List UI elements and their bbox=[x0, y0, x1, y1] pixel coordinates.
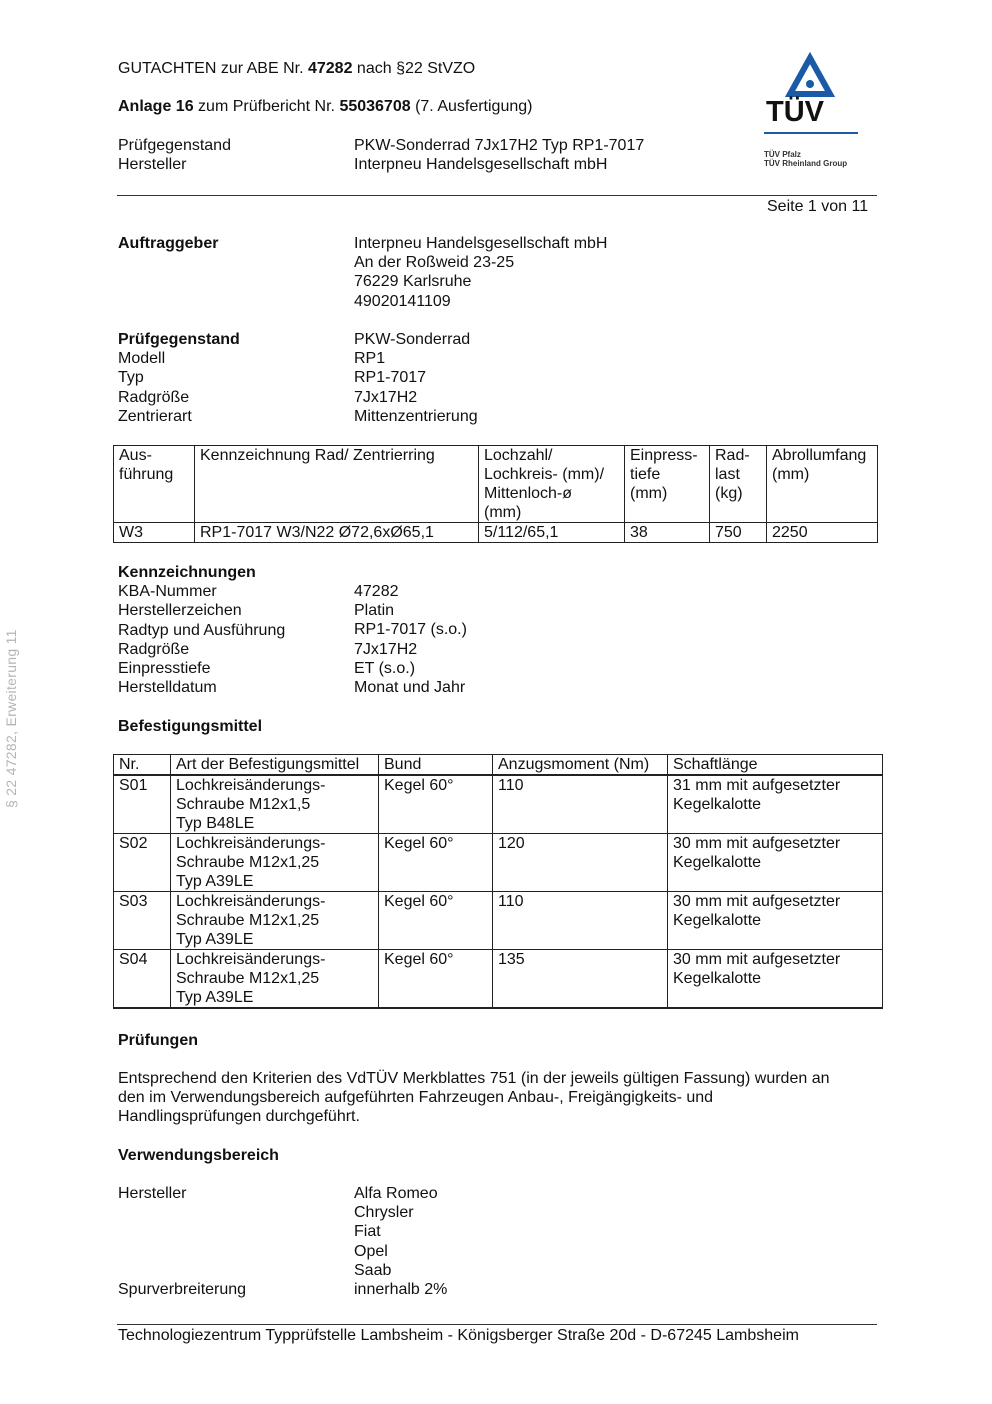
address-line: An der Roßweid 23-25 bbox=[354, 254, 515, 272]
table-row bbox=[114, 775, 883, 834]
pruefungen-text bbox=[118, 1069, 830, 1127]
table-cell: RP1-7017 W3/N22 Ø72,6xØ65,1 bbox=[195, 523, 479, 543]
table-cell: S01 bbox=[114, 775, 171, 834]
table-header-cell: Einpress- tiefe (mm) bbox=[625, 446, 710, 523]
paragraph-line: Entsprechend den Kriterien des VdTÜV Merkblattes 751 (in der jeweils gültigen Fassung) wurden an bbox=[118, 1070, 830, 1087]
marking-value: 47282 bbox=[354, 583, 399, 600]
auftraggeber-heading: Auftraggeber bbox=[118, 235, 219, 252]
table-cell: 38 bbox=[625, 523, 710, 543]
table-cell: 30 mm mit aufgesetzter Kegelkalotte bbox=[668, 834, 883, 892]
table-cell: Lochkreisänderungs- Schraube M12x1,5 Typ B48LE bbox=[171, 775, 379, 834]
marking-label: Herstellerzeichen bbox=[118, 602, 242, 620]
table-cell: 120 bbox=[493, 834, 668, 892]
table-header-cell: Schaftlänge bbox=[668, 755, 883, 776]
table-header-cell: Abrollumfang (mm) bbox=[767, 446, 878, 523]
marking-label: Einpresstiefe bbox=[118, 660, 211, 678]
address-line: 76229 Karlsruhe bbox=[354, 273, 472, 291]
footer-text: Technologiezentrum Typprüfstelle Lambsheim - Königsberger Straße 20d - D-67245 Lambsheim bbox=[118, 1327, 799, 1344]
table-row bbox=[114, 950, 883, 1009]
tuv-logo-sub1: TÜV Pfalz bbox=[764, 150, 801, 159]
marking-label: Radgröße bbox=[118, 640, 190, 658]
footer-divider bbox=[117, 1324, 877, 1325]
table-cell: Kegel 60° bbox=[379, 950, 493, 1009]
paragraph-line: Handlingsprüfungen durchgeführt. bbox=[118, 1108, 360, 1126]
table-row bbox=[114, 523, 878, 543]
table-cell: Lochkreisänderungs- Schraube M12x1,25 Typ A39LE bbox=[171, 950, 379, 1009]
spec-value: RP1 bbox=[354, 350, 386, 368]
kennzeichnungen-labels bbox=[118, 563, 285, 697]
auftraggeber-address bbox=[354, 234, 607, 311]
wheel-table bbox=[113, 445, 878, 543]
table-header-row bbox=[114, 755, 883, 776]
header-value-pruefgegenstand: PKW-Sonderrad 7Jx17H2 Typ RP1-7017 bbox=[354, 137, 645, 154]
paragraph-line: den im Verwendungsbereich aufgeführten Fahrzeugen Anbau-, Freigängigkeits- und bbox=[118, 1089, 714, 1107]
spec-value: RP1-7017 bbox=[354, 369, 427, 387]
spec-value: 7Jx17H2 bbox=[354, 388, 418, 406]
pruefgegenstand-values bbox=[354, 330, 478, 426]
table-header-cell: Rad- last (kg) bbox=[710, 446, 767, 523]
verwendungsbereich-heading: Verwendungsbereich bbox=[118, 1147, 279, 1164]
table-row bbox=[114, 892, 883, 950]
marking-label: KBA-Nummer bbox=[118, 583, 217, 601]
table-cell: 110 bbox=[493, 775, 668, 834]
marking-value: Platin bbox=[354, 602, 395, 620]
spec-value: Mittenzentrierung bbox=[354, 407, 478, 425]
table-header-cell: Bund bbox=[379, 755, 493, 776]
spec-label: Zentrierart bbox=[118, 407, 192, 425]
table-cell: Lochkreisänderungs- Schraube M12x1,25 Typ A39LE bbox=[171, 892, 379, 950]
header-value-hersteller: Interpneu Handelsgesellschaft mbH bbox=[354, 156, 608, 173]
table-header-cell: Anzugsmoment (Nm) bbox=[493, 755, 668, 776]
spec-label: Modell bbox=[118, 350, 166, 368]
pruefungen-heading: Prüfungen bbox=[118, 1032, 198, 1049]
tuv-logo-sub2: TÜV Rheinland Group bbox=[764, 159, 848, 168]
hersteller-list bbox=[354, 1184, 438, 1280]
table-header-cell: Lochzahl/ Lochkreis- (mm)/ Mittenloch-ø (mm) bbox=[479, 446, 625, 523]
table-cell: Kegel 60° bbox=[379, 892, 493, 950]
table-cell: 750 bbox=[710, 523, 767, 543]
pruefgegenstand-heading-value: PKW-Sonderrad bbox=[354, 331, 471, 348]
table-header-cell: Art der Befestigungsmittel bbox=[171, 755, 379, 776]
spec-label: Radgröße bbox=[118, 388, 190, 406]
befestigung-heading: Befestigungsmittel bbox=[118, 718, 263, 735]
pruefgegenstand-heading: Prüfgegenstand bbox=[118, 331, 240, 348]
table-header-row bbox=[114, 446, 878, 523]
marking-value: ET (s.o.) bbox=[354, 659, 416, 677]
table-cell: W3 bbox=[114, 523, 195, 543]
fastener-table bbox=[113, 754, 883, 1009]
tuv-logo bbox=[760, 52, 880, 172]
marking-label: Herstelldatum bbox=[118, 679, 217, 697]
report-title: GUTACHTEN zur ABE Nr. 47282 nach §22 StVZO bbox=[118, 60, 476, 77]
spec-label: Typ bbox=[118, 369, 144, 387]
hersteller-label: Hersteller bbox=[118, 1185, 187, 1202]
table-cell: Kegel 60° bbox=[379, 834, 493, 892]
marking-label: Radtyp und Ausführung bbox=[118, 621, 286, 639]
table-cell: S02 bbox=[114, 834, 171, 892]
pruefgegenstand-labels bbox=[118, 330, 240, 426]
list-item: Alfa Romeo bbox=[354, 1185, 438, 1202]
kennzeichnungen-heading: Kennzeichnungen bbox=[118, 564, 256, 581]
kennzeichnungen-values bbox=[354, 582, 467, 697]
table-cell: 5/112/65,1 bbox=[479, 523, 625, 543]
table-cell: Lochkreisänderungs- Schraube M12x1,25 Typ A39LE bbox=[171, 834, 379, 892]
table-header-cell: Kennzeichnung Rad/ Zentrierring bbox=[195, 446, 479, 523]
tuv-logo-text: TÜV bbox=[766, 96, 824, 128]
marking-value: Monat und Jahr bbox=[354, 679, 466, 697]
report-subtitle: Anlage 16 zum Prüfbericht Nr. 55036708 (7. Ausfertigung) bbox=[118, 98, 533, 115]
table-cell: S04 bbox=[114, 950, 171, 1009]
spur-value: innerhalb 2% bbox=[354, 1281, 448, 1298]
list-item: Fiat bbox=[354, 1223, 381, 1241]
marking-value: 7Jx17H2 bbox=[354, 640, 418, 658]
list-item: Chrysler bbox=[354, 1204, 414, 1222]
table-cell: 110 bbox=[493, 892, 668, 950]
header-label-pruefgegenstand: Prüfgegenstand bbox=[118, 137, 231, 154]
address-line: Interpneu Handelsgesellschaft mbH bbox=[354, 235, 608, 252]
side-note: § 22 47282, Erweiterung 11 bbox=[3, 629, 19, 808]
table-cell: Kegel 60° bbox=[379, 775, 493, 834]
header-divider bbox=[117, 195, 877, 196]
table-row bbox=[114, 834, 883, 892]
table-cell: 30 mm mit aufgesetzter Kegelkalotte bbox=[668, 892, 883, 950]
marking-value: RP1-7017 (s.o.) bbox=[354, 621, 467, 639]
list-item: Saab bbox=[354, 1261, 392, 1279]
header-label-hersteller: Hersteller bbox=[118, 156, 187, 173]
table-header-cell: Nr. bbox=[114, 755, 171, 776]
page-number: Seite 1 von 11 bbox=[767, 198, 869, 215]
table-header-cell: Aus- führung bbox=[114, 446, 195, 523]
table-cell: 31 mm mit aufgesetzter Kegelkalotte bbox=[668, 775, 883, 834]
spur-label: Spurverbreiterung bbox=[118, 1281, 247, 1298]
table-cell: S03 bbox=[114, 892, 171, 950]
table-cell: 2250 bbox=[767, 523, 878, 543]
list-item: Opel bbox=[354, 1242, 388, 1260]
table-cell: 30 mm mit aufgesetzter Kegelkalotte bbox=[668, 950, 883, 1009]
table-cell: 135 bbox=[493, 950, 668, 1009]
address-line: 49020141109 bbox=[354, 292, 451, 310]
